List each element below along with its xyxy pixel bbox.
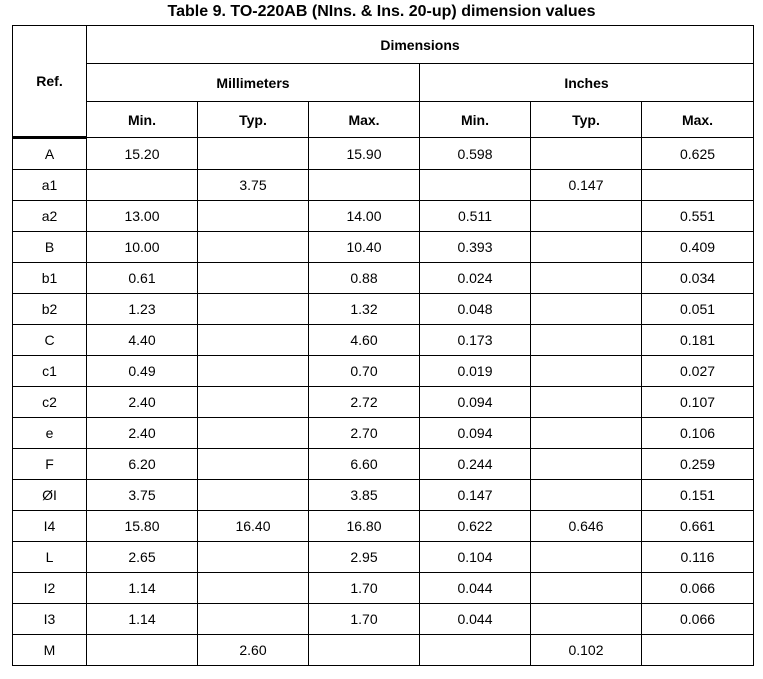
cell-in-max: 0.259 — [642, 449, 754, 480]
cell-mm-typ: 2.60 — [198, 635, 309, 666]
cell-mm-max — [309, 170, 420, 201]
table-row — [13, 418, 754, 449]
cell-mm-typ — [198, 138, 309, 170]
cell-in-typ — [531, 325, 642, 356]
cell-mm-min: 6.20 — [87, 449, 198, 480]
cell-mm-max: 2.72 — [309, 387, 420, 418]
cell-in-max: 0.027 — [642, 356, 754, 387]
cell-in-min: 0.598 — [420, 138, 531, 170]
cell-mm-max: 1.70 — [309, 573, 420, 604]
cell-in-typ — [531, 449, 642, 480]
cell-ref: A — [13, 138, 87, 170]
cell-ref: I2 — [13, 573, 87, 604]
cell-in-max — [642, 635, 754, 666]
ref-header: Ref. — [13, 26, 87, 138]
cell-mm-min — [87, 170, 198, 201]
cell-in-typ — [531, 356, 642, 387]
cell-in-typ — [531, 418, 642, 449]
cell-in-typ — [531, 480, 642, 511]
cell-mm-min: 0.61 — [87, 263, 198, 294]
table-title: Table 9. TO-220AB (NIns. & Ins. 20-up) dimension values — [167, 3, 596, 20]
cell-mm-max: 0.88 — [309, 263, 420, 294]
cell-mm-min: 1.14 — [87, 573, 198, 604]
cell-mm-typ — [198, 604, 309, 635]
cell-in-max: 0.551 — [642, 201, 754, 232]
cell-mm-max: 4.60 — [309, 325, 420, 356]
cell-in-min: 0.019 — [420, 356, 531, 387]
inches-header: Inches — [420, 64, 754, 102]
table-row — [13, 387, 754, 418]
cell-mm-typ — [198, 294, 309, 325]
cell-ref: b1 — [13, 263, 87, 294]
cell-mm-max: 0.70 — [309, 356, 420, 387]
cell-mm-min: 2.40 — [87, 418, 198, 449]
cell-in-min: 0.094 — [420, 418, 531, 449]
millimeters-header: Millimeters — [87, 64, 420, 102]
cell-ref: B — [13, 232, 87, 263]
cell-mm-max: 2.95 — [309, 542, 420, 573]
table-row — [13, 635, 754, 666]
cell-mm-min: 1.14 — [87, 604, 198, 635]
cell-in-min: 0.173 — [420, 325, 531, 356]
cell-ref: I4 — [13, 511, 87, 542]
cell-mm-max: 16.80 — [309, 511, 420, 542]
cell-mm-min: 1.23 — [87, 294, 198, 325]
cell-in-min: 0.104 — [420, 542, 531, 573]
cell-in-min: 0.044 — [420, 604, 531, 635]
mm-min-header: Min. — [87, 102, 198, 138]
cell-ref: c2 — [13, 387, 87, 418]
cell-ref: M — [13, 635, 87, 666]
cell-ref: a2 — [13, 201, 87, 232]
table-header — [13, 26, 754, 138]
cell-mm-min: 15.20 — [87, 138, 198, 170]
cell-in-min: 0.393 — [420, 232, 531, 263]
mm-max-header: Max. — [309, 102, 420, 138]
table-row — [13, 480, 754, 511]
cell-ref: I3 — [13, 604, 87, 635]
cell-in-typ: 0.646 — [531, 511, 642, 542]
cell-mm-max: 14.00 — [309, 201, 420, 232]
cell-mm-min: 13.00 — [87, 201, 198, 232]
table-row — [13, 294, 754, 325]
cell-mm-min: 2.40 — [87, 387, 198, 418]
cell-in-typ: 0.102 — [531, 635, 642, 666]
cell-mm-typ: 16.40 — [198, 511, 309, 542]
cell-in-min: 0.244 — [420, 449, 531, 480]
cell-mm-max: 2.70 — [309, 418, 420, 449]
cell-mm-min — [87, 635, 198, 666]
table-body — [13, 138, 754, 666]
cell-in-max: 0.051 — [642, 294, 754, 325]
cell-mm-typ — [198, 325, 309, 356]
table-row — [13, 542, 754, 573]
cell-ref: c1 — [13, 356, 87, 387]
cell-mm-max: 6.60 — [309, 449, 420, 480]
cell-mm-typ: 3.75 — [198, 170, 309, 201]
table-row — [13, 449, 754, 480]
cell-in-min: 0.622 — [420, 511, 531, 542]
table-row — [13, 604, 754, 635]
cell-in-typ — [531, 573, 642, 604]
cell-ref: e — [13, 418, 87, 449]
cell-mm-typ — [198, 480, 309, 511]
cell-mm-max — [309, 635, 420, 666]
table-row — [13, 511, 754, 542]
cell-ref: b2 — [13, 294, 87, 325]
cell-in-typ — [531, 542, 642, 573]
table-row — [13, 201, 754, 232]
cell-in-typ — [531, 387, 642, 418]
cell-in-typ — [531, 138, 642, 170]
in-min-header: Min. — [420, 102, 531, 138]
cell-in-typ — [531, 294, 642, 325]
cell-in-max: 0.116 — [642, 542, 754, 573]
table-row — [13, 138, 754, 170]
cell-in-min — [420, 635, 531, 666]
table-row — [13, 263, 754, 294]
cell-mm-typ — [198, 449, 309, 480]
table-row — [13, 325, 754, 356]
cell-mm-max: 3.85 — [309, 480, 420, 511]
cell-in-typ — [531, 232, 642, 263]
cell-mm-min: 15.80 — [87, 511, 198, 542]
cell-in-max: 0.066 — [642, 604, 754, 635]
cell-mm-max: 1.70 — [309, 604, 420, 635]
cell-mm-max: 15.90 — [309, 138, 420, 170]
cell-mm-typ — [198, 418, 309, 449]
cell-mm-typ — [198, 356, 309, 387]
cell-ref: C — [13, 325, 87, 356]
cell-ref: F — [13, 449, 87, 480]
table-row — [13, 232, 754, 263]
in-max-header: Max. — [642, 102, 754, 138]
cell-in-max: 0.066 — [642, 573, 754, 604]
cell-ref: L — [13, 542, 87, 573]
cell-in-max: 0.661 — [642, 511, 754, 542]
dimensions-header: Dimensions — [87, 26, 754, 64]
cell-mm-max: 1.32 — [309, 294, 420, 325]
cell-in-max: 0.107 — [642, 387, 754, 418]
in-typ-header: Typ. — [531, 102, 642, 138]
cell-in-min: 0.511 — [420, 201, 531, 232]
cell-mm-min: 3.75 — [87, 480, 198, 511]
cell-in-max — [642, 170, 754, 201]
mm-typ-header: Typ. — [198, 102, 309, 138]
cell-in-min: 0.147 — [420, 480, 531, 511]
cell-in-min: 0.094 — [420, 387, 531, 418]
cell-in-typ — [531, 201, 642, 232]
dimension-table — [12, 25, 754, 666]
cell-in-min: 0.024 — [420, 263, 531, 294]
cell-in-min — [420, 170, 531, 201]
cell-in-max: 0.151 — [642, 480, 754, 511]
cell-in-max: 0.181 — [642, 325, 754, 356]
cell-mm-max: 10.40 — [309, 232, 420, 263]
cell-mm-min: 10.00 — [87, 232, 198, 263]
cell-in-max: 0.106 — [642, 418, 754, 449]
cell-mm-typ — [198, 201, 309, 232]
cell-in-typ — [531, 263, 642, 294]
cell-mm-typ — [198, 387, 309, 418]
cell-mm-typ — [198, 232, 309, 263]
cell-in-max: 0.034 — [642, 263, 754, 294]
table-row — [13, 170, 754, 201]
cell-ref: ØI — [13, 480, 87, 511]
cell-in-max: 0.625 — [642, 138, 754, 170]
cell-mm-min: 4.40 — [87, 325, 198, 356]
cell-in-typ: 0.147 — [531, 170, 642, 201]
cell-mm-typ — [198, 573, 309, 604]
cell-ref: a1 — [13, 170, 87, 201]
cell-in-max: 0.409 — [642, 232, 754, 263]
cell-mm-min: 0.49 — [87, 356, 198, 387]
cell-mm-min: 2.65 — [87, 542, 198, 573]
table-row — [13, 356, 754, 387]
cell-in-min: 0.048 — [420, 294, 531, 325]
cell-in-typ — [531, 604, 642, 635]
cell-mm-typ — [198, 263, 309, 294]
cell-mm-typ — [198, 542, 309, 573]
table-row — [13, 573, 754, 604]
cell-in-min: 0.044 — [420, 573, 531, 604]
